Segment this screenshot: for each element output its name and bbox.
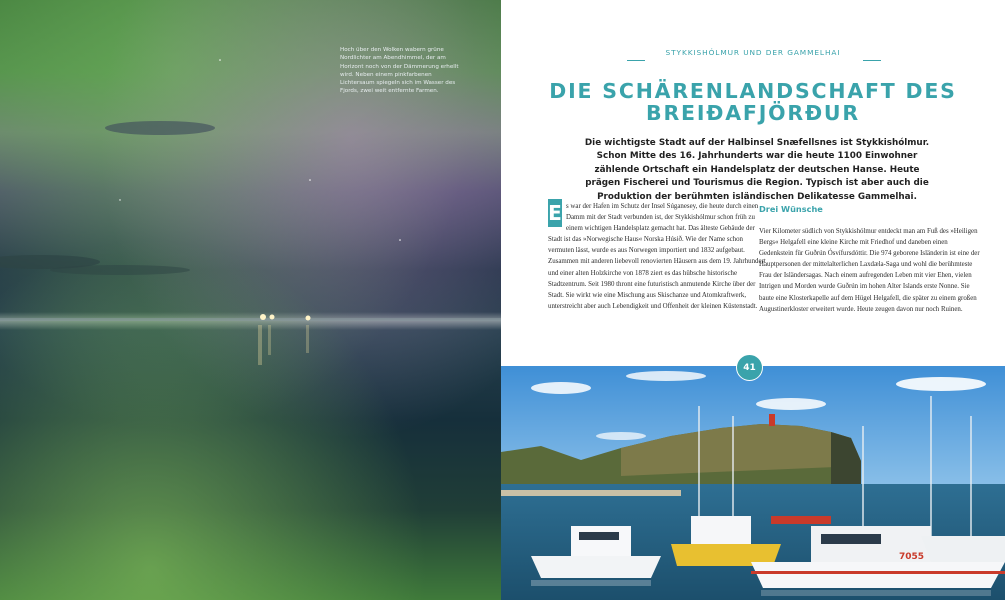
drop-cap: E (548, 201, 562, 225)
kicker-rule-left (627, 60, 645, 61)
body-column-right: Vier Kilometer südlich von Stykkishólmur entdeckt man am Fuß des »Heiligen Bergs« Helgafell eine kleine Kirche mit Friedhof und daneben einen Gedenkstein für Guðrún Ósvífursdóttir. Die 974 geborene Isländerin ist eine der Hauptpersonen der mittelalterlichen Laxdæla-Saga und wohl die berühmteste Frau der Isländersagas. Nach einem aufregenden Leben mit vier Ehen, vielen Intrigen und Morden wurde Guðrún im hohen Alter Islands erste Nonne. Sie baute eine Klosterkapelle auf dem Hügel Helgafell, die später zu einem großen Augustinerkloster erweitert wurde. Heute zeugen davon nur noch Ruinen. (759, 228, 980, 313)
photo-caption: Hoch über den Wolken wabern grüne Nordlichter am Abendhimmel, der am Horizont noch von der Dämmerung erhellt wird. Neben einem pinkfarbenen Lichtersaum spiegeln sich im Wasser des Fjords, zwei weit entfernte Farmen. (340, 47, 459, 95)
article-title-line2: BREIÐAFJÖRÐUR (646, 101, 860, 125)
article-title (501, 80, 1005, 124)
body-column-left (548, 201, 766, 312)
section-subhead: Drei Wünsche (759, 204, 823, 214)
article-page (501, 0, 1005, 366)
harbour-photo-image (501, 366, 1005, 600)
boat-registration-number: 7055 (899, 552, 925, 562)
article-lead: Die wichtigste Stadt auf der Halbinsel Snæfellsnes ist Stykkishólmur. Schon Mitte des 16. Jahrhunderts war die heute 1100 Einwohner zählende Ortschaft ein Handelsplatz der deutschen Hanse. Heute prägen Fischerei und Tourismus die Region. Typisch ist aber auch die Produktion der berühmten isländischen Delikatesse Gammelhai. (584, 138, 930, 202)
body-text-left: s war der Hafen im Schutz der Insel Súganesey, die heute durch einen Damm mit der Stadt verbunden ist, der Stykkishólmur schon früh zu einem wichtigen Handelsplatz gemacht hat. Das älteste Gebäude der Stadt ist das »Norwegische Haus« Norska Húsið. Wie der Name schon vermuten lässt, wurde es aus Norwegen importiert und 1832 aufgebaut. Zusammen mit anderen liebevoll renovierten Häusern aus dem 19. Jahrhundert und einer alten Holzkirche von 1878 ziert es das hübsche historische Stadtzentrum. Seit 1980 thront eine futuristisch anmutende Kirche über der Stadt. Sie wirkt wie eine Mischung aus Skischanze und Atomkraftwerk, unterstreicht aber auch Lebendigkeit und Offenheit der kleinen Küstenstadt. (548, 203, 766, 310)
aurora-photo (0, 0, 501, 600)
page-number-badge: 41 (736, 354, 763, 381)
kicker-rule-right (863, 60, 881, 61)
article-kicker: STYKKISHÓLMUR UND DER GAMMELHAI (665, 48, 841, 57)
article-title-line1: DIE SCHÄRENLANDSCHAFT DES (549, 79, 957, 103)
harbour-photo (501, 366, 1005, 600)
